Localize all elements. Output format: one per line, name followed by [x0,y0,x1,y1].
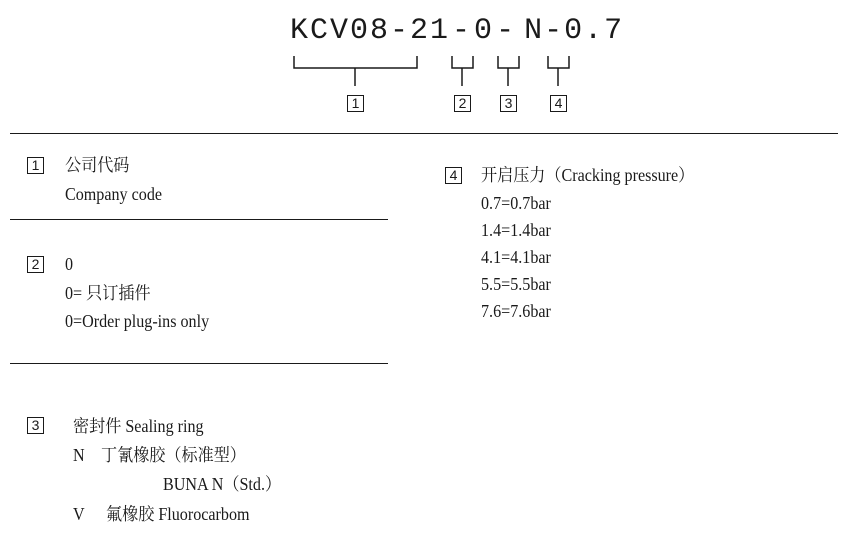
section1-title-cn: 公司代码 [65,155,130,175]
section1-title-en: Company code [65,184,163,204]
section4-title: 开启压力（Cracking pressure） [481,165,695,185]
bracket-1 [294,56,417,68]
code-separator: - [496,14,517,48]
code-part-4: 0.7 [564,14,625,48]
pressure-value: 1.4=1.4bar [481,220,551,240]
section2-marker: 2 [27,256,44,273]
code-part-3: N [524,14,545,48]
section3-option-sub: BUNA N（Std.） [163,474,282,494]
pressure-value: 4.1=4.1bar [481,247,551,267]
section2-line-cn: 0= 只订插件 [65,283,151,303]
section3-option-code: V [73,504,85,524]
code-separator: - [544,14,565,48]
section2-line-en: 0=Order plug-ins only [65,311,210,331]
section2-value: 0 [65,254,74,274]
section3-option-code: N [73,445,85,465]
bracket-3 [498,56,519,68]
section2-divider [10,363,388,364]
marker-box-1: 1 [347,95,364,112]
section3-marker: 3 [27,417,44,434]
marker-box-2: 2 [454,95,471,112]
bracket-2 [452,56,473,68]
section3-title: 密封件 Sealing ring [73,416,204,436]
pressure-value: 5.5=5.5bar [481,274,551,294]
section3-option-text: 氟橡胶 Fluorocarbom [106,504,250,524]
pressure-value: 0.7=0.7bar [481,193,551,213]
pressure-value: 7.6=7.6bar [481,301,551,321]
section4-marker: 4 [445,167,462,184]
section3-option-text: 丁氰橡胶（标准型） [101,445,246,465]
top-divider [10,133,838,134]
section1-marker: 1 [27,157,44,174]
code-brackets [0,0,850,120]
code-separator: - [452,14,473,48]
bracket-4 [548,56,569,68]
code-part-1: KCV08-21 [290,14,451,48]
section1-divider [10,219,388,220]
code-part-2: 0 [474,14,495,48]
marker-box-3: 3 [500,95,517,112]
marker-box-4: 4 [550,95,567,112]
